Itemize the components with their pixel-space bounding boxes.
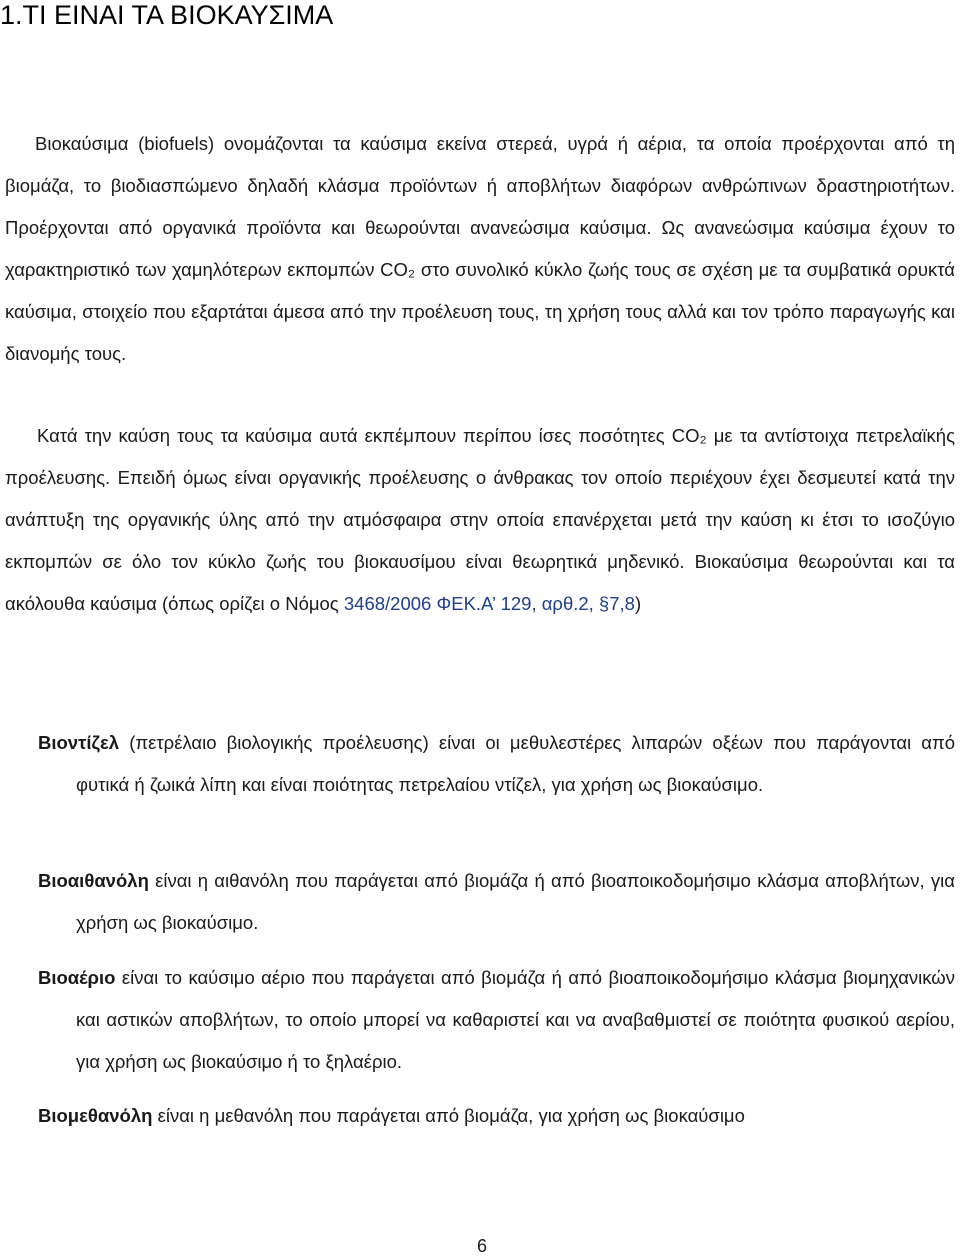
section-title: 1.ΤΙ ΕΙΝΑΙ ΤΑ ΒΙΟΚΑΥΣΙΜΑ: [0, 0, 334, 30]
definition-item: [38, 1095, 955, 1137]
law-reference-link[interactable]: 3468/2006 ΦΕΚ.Α’ 129, αρθ.2, §7,8: [343, 593, 635, 614]
definition-item: [38, 860, 955, 944]
emissions-paragraph-text: Κατά την καύση τους τα καύσιμα αυτά εκπέμπουν περίπου ίσες ποσότητες CO₂ με τα αντίστοιχα πετρελαϊκής προέλευσης. Επειδή όμως είναι οργανικής προέλευσης ο άνθρακας τον οποίο περιέχουν έχει δεσμευτεί κατά την ανάπτυξη της οργανικής ύλης από την ατμόσφαιρα στην οποία επανέρχεται μετά την καύση κι έτσι το ισοζύγιο εκπομπών σε όλο τον κύκλο ζωής του βιοκαυσίμου είναι θεωρητικά μηδενικό. Βιοκαύσιμα θεωρούνται και τα ακόλουθα καύσιμα (όπως ορίζει ο Νόμος: [5, 425, 955, 614]
intro-paragraph: Βιοκαύσιμα (biofuels) ονομάζονται τα καύσιμα εκείνα στερεά, υγρά ή αέρια, τα οποία προέρχονται από τη βιομάζα, το βιοδιασπώμενο δηλαδή κλάσμα προϊόντων ή αποβλήτων διαφόρων ανθρώπινων δραστηριοτήτων. Προέρχονται από οργανικά προϊόντα και θεωρούνται ανανεώσιμα καύσιμα. Ως ανανεώσιμα καύσιμα έχουν το χαρακτηριστικό των χαμηλότερων εκπομπών CO₂ στο συνολικό κύκλο ζωής τους σε σχέση με τα συμβατικά ορυκτά καύσιμα, στοιχείο που εξαρτάται άμεσα από την προέλευση τους, τη χρήση τους αλλά και τον τρόπο παραγωγής και διανομής τους.: [5, 133, 955, 364]
definition-term: Βιοντίζελ: [38, 732, 120, 753]
definition-term: Βιοαέριο: [38, 967, 116, 988]
emissions-paragraph: [5, 415, 955, 625]
definition-item: [38, 957, 955, 1083]
page-number: 6: [476, 1236, 487, 1256]
definition-text: (πετρέλαιο βιολογικής προέλευσης) είναι οι μεθυλεστέρες λιπαρών οξέων που παράγονται από φυτικά ή ζωικά λίπη και είναι ποιότητας πετρελαίου ντίζελ, για χρήση ως βιοκαύσιμο.: [76, 732, 955, 795]
definition-term: Βιομεθανόλη: [38, 1105, 153, 1126]
definition-item: [38, 722, 955, 806]
definition-term: Βιοαιθανόλη: [38, 870, 149, 891]
emissions-paragraph-closing: ): [634, 593, 642, 614]
definition-text: είναι η μεθανόλη που παράγεται από βιομάζα, για χρήση ως βιοκαύσιμο: [152, 1105, 745, 1126]
definition-text: είναι το καύσιμο αέριο που παράγεται από βιομάζα ή από βιοαποικοδομήσιμο κλάσμα βιομηχανικών και αστικών αποβλήτων, το οποίο μπορεί να καθαριστεί και να αναβαθμιστεί σε ποιότητα φυσικού αερίου, για χρήση ως βιοκαύσιμο ή το ξηλαέριο.: [76, 967, 955, 1072]
definition-text: είναι η αιθανόλη που παράγεται από βιομάζα ή από βιοαποικοδομήσιμο κλάσμα αποβλήτων, για χρήση ως βιοκαύσιμο.: [76, 870, 955, 933]
